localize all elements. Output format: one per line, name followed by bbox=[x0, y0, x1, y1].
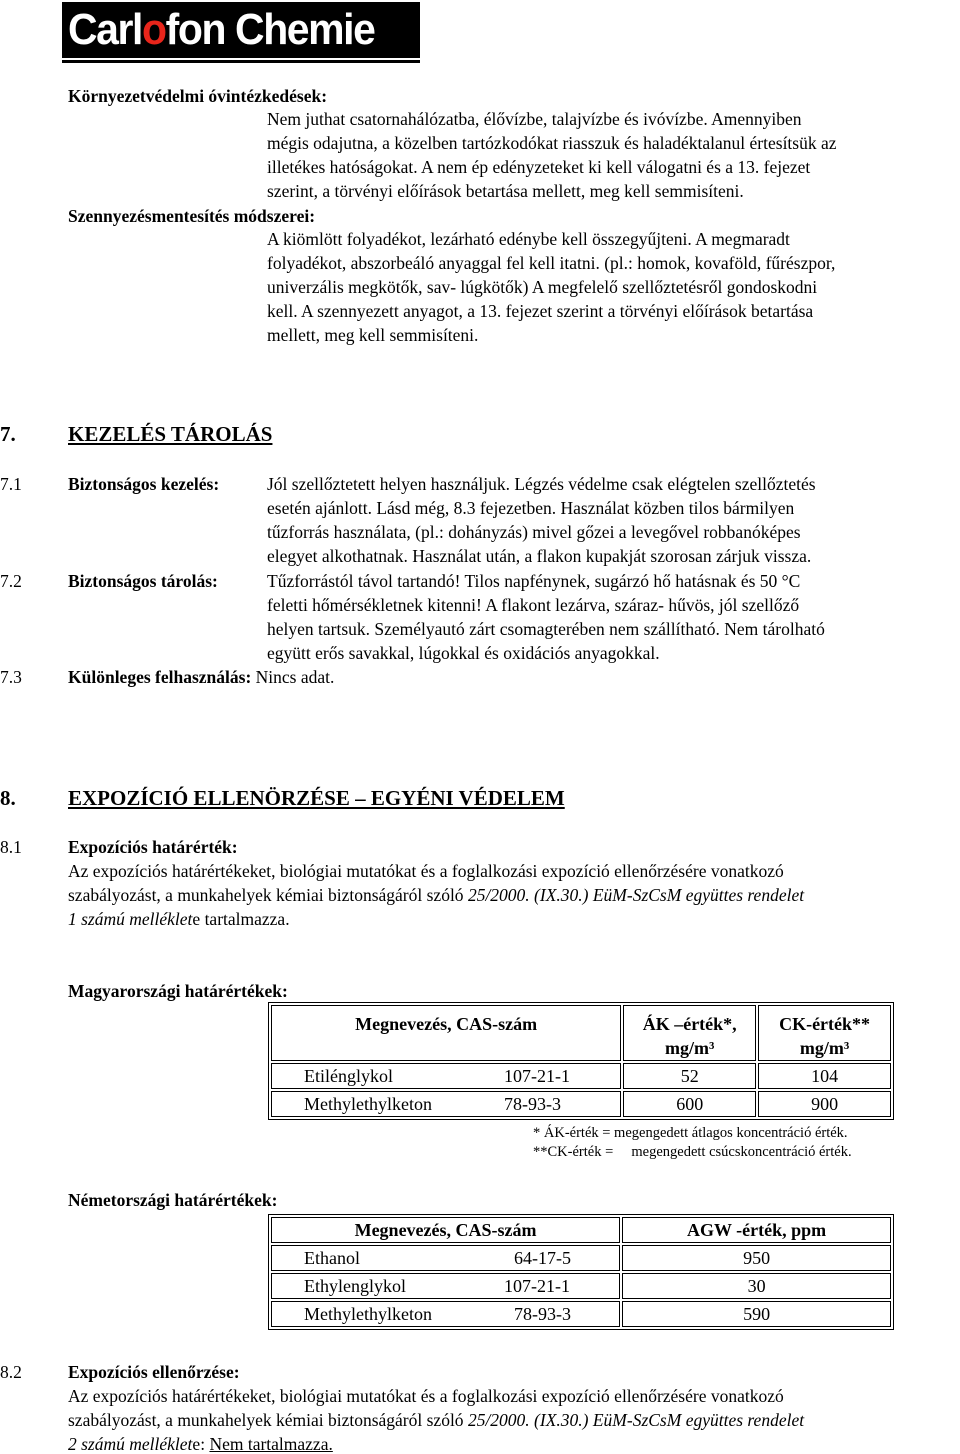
item-8-1-number: 8.1 bbox=[0, 837, 22, 857]
de-row-agw: 950 bbox=[622, 1245, 891, 1271]
de-header-name: Megnevezés, CAS-szám bbox=[271, 1217, 620, 1243]
item-7-3-line: Különleges felhasználás: Nincs adat. bbox=[68, 667, 335, 687]
item-8-2-number: 8.2 bbox=[0, 1362, 22, 1382]
item-7-2-text: Tűzforrástól távol tartandó! Tilos napfénynek, sugárzó hő hatásnak és 50 °C feletti hőmérsékletnek kitenni! A flakont lezárva, száraz- hűvös, jól szellőző helyen tartsuk. Személyautó zárt csomagterében nem szállítható. Nem tárolható együtt erős savakkal, lúgokkal és oxidációs anyagokkal. bbox=[267, 571, 825, 663]
item-7-1-label: Biztonságos kezelés: bbox=[68, 474, 220, 494]
de-header-agw: AGW -érték, ppm bbox=[622, 1217, 891, 1243]
table-row bbox=[271, 1245, 891, 1271]
item-8-2-title: Expozíciós ellenőrzése: bbox=[68, 1362, 240, 1382]
section-7-number: 7. bbox=[0, 422, 16, 446]
hu-limits-heading: Magyarországi határértékek: bbox=[68, 981, 288, 1001]
de-row-name-cell: Ethylenglykol 107-21-1 bbox=[271, 1273, 620, 1299]
hu-note-ck: **CK-érték = megengedett csúcskoncentráció érték. bbox=[533, 1144, 852, 1160]
hu-row-name-cell: Methylethylketon 78-93-3 bbox=[271, 1091, 621, 1117]
table-row bbox=[271, 1091, 891, 1117]
item-7-1-text: Jól szellőztetett helyen használjuk. Légzés védelme csak elégtelen szellőztetés esetén ajánlott. Lásd még, 8.3 fejezetben. Használat közben tilos bármilyen tűzforrás használata, (pl.: dohányzás) mivel gőzei a levegővel robbanóképes elegyet alkothatnak. Használat után, a flakon kupakját szorosan zárjuk vissza. bbox=[267, 474, 816, 566]
hu-row-ak: 600 bbox=[623, 1091, 756, 1117]
section-8-title: EXPOZÍCIÓ ELLENÖRZÉSE – EGYÉNI VÉDELEM bbox=[68, 786, 565, 810]
de-limits-heading: Németországi határértékek: bbox=[68, 1190, 278, 1210]
de-row-agw: 590 bbox=[622, 1301, 891, 1327]
table-header-row bbox=[271, 1217, 891, 1243]
hu-header-name: Megnevezés, CAS-szám bbox=[271, 1005, 621, 1061]
hu-row-name-cell: Etilénglykol 107-21-1 bbox=[271, 1063, 621, 1089]
item-8-1-title: Expozíciós határérték: bbox=[68, 837, 238, 857]
item-7-2-number: 7.2 bbox=[0, 571, 22, 591]
de-row-name-cell: Ethanol 64-17-5 bbox=[271, 1245, 620, 1271]
table-row bbox=[271, 1063, 891, 1089]
env-precautions-heading: Környezetvédelmi óvintézkedések: bbox=[68, 86, 328, 106]
item-8-1-text: Az expozíciós határértékeket, biológiai mutatókat és a foglalkozási expozíció ellenőrzésére vonatkozó szabályozást, a munkahelyek kémiai biztonságáról szóló 25/2000. (IX.30.) EüM-SzCsM együttes rendelet 1 számú melléklete tartalmazza. bbox=[68, 861, 805, 929]
table-row bbox=[271, 1273, 891, 1299]
section-7-title: KEZELÉS TÁROLÁS bbox=[68, 422, 273, 446]
table-header-row bbox=[271, 1005, 891, 1061]
de-row-name-cell: Methylethylketon 78-93-3 bbox=[271, 1301, 620, 1327]
hu-header-ak: ÁK –érték*, mg/m³ bbox=[623, 1005, 756, 1061]
de-row-agw: 30 bbox=[622, 1273, 891, 1299]
section-8-number: 8. bbox=[0, 786, 16, 810]
hu-row-ak: 52 bbox=[623, 1063, 756, 1089]
company-logo: Carlofon Chemie bbox=[62, 2, 420, 58]
table-row bbox=[271, 1301, 891, 1327]
hu-row-ck: 900 bbox=[758, 1091, 891, 1117]
hu-row-ck: 104 bbox=[758, 1063, 891, 1089]
item-7-3-number: 7.3 bbox=[0, 667, 22, 687]
cleanup-methods-heading: Szennyezésmentesítés módszerei: bbox=[68, 206, 316, 226]
item-7-2-label: Biztonságos tárolás: bbox=[68, 571, 218, 591]
hu-header-ck: CK-érték** mg/m³ bbox=[758, 1005, 891, 1061]
env-precautions-text: Nem juthat csatornahálózatba, élővízbe, talajvízbe és ivóvízbe. Amennyiben mégis odajutna, a közelben tartózkodókat riasszuk és haladéktalanul értesítsük az illetékes hatóságokat. A nem ép edényzeteket ki kell válogatni és a 13. fejezet szerint, a törvényi előírások betartása mellett, meg kell semmisíteni. bbox=[267, 109, 837, 201]
hu-note-ak: * ÁK-érték = megengedett átlagos koncentráció érték. bbox=[533, 1125, 848, 1141]
cleanup-methods-text: A kiömlött folyadékot, lezárható edénybe kell összegyűjteni. A megmaradt folyadékot, abszorbeáló anyaggal fel kell itatni. (pl.: homok, kovaföld, fűrészpor, univerzális megkötők, sav- lúgkötők) A megfelelő szellőztetésről gondoskodni kell. A szennyezett anyagot, a 13. fejezet szerint a törvényi előírások betartása mellett, meg kell semmisíteni. bbox=[267, 229, 836, 345]
item-7-1-number: 7.1 bbox=[0, 474, 22, 494]
de-limits-table bbox=[268, 1214, 894, 1330]
hu-limits-table bbox=[268, 1002, 894, 1120]
item-8-2-text: Az expozíciós határértékeket, biológiai mutatókat és a foglalkozási expozíció ellenőrzésére vonatkozó szabályozást, a munkahelyek kémiai biztonságáról szóló 25/2000. (IX.30.) EüM-SzCsM együttes rendelet 2 számú melléklete: Nem tartalmazza. bbox=[68, 1386, 805, 1454]
